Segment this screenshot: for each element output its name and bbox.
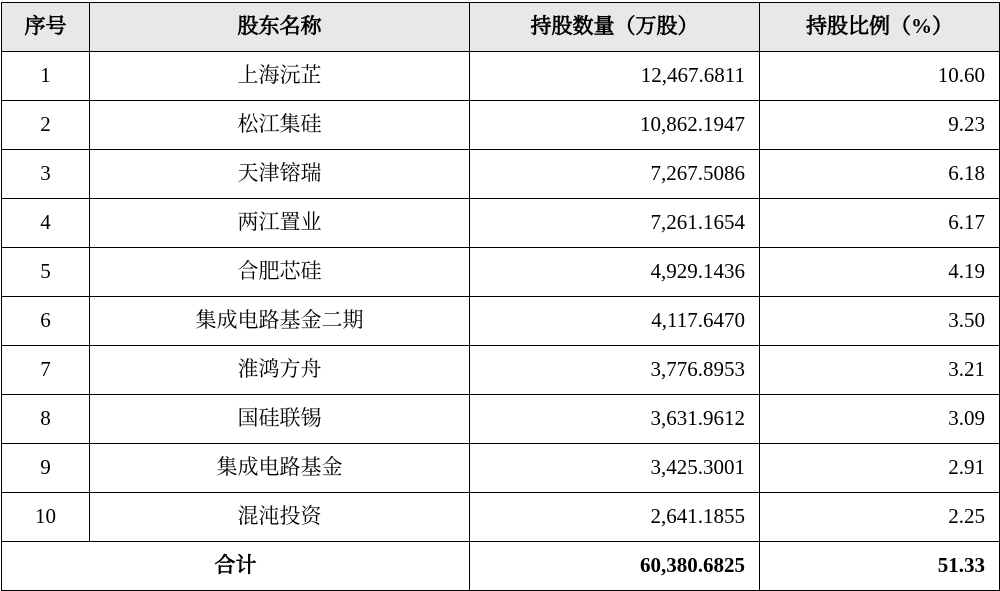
- cell-quantity: 4,117.6470: [470, 297, 760, 346]
- cell-percent: 9.23: [760, 101, 1000, 150]
- table-total-row: [2, 542, 1000, 591]
- column-header-percent: 持股比例（%）: [760, 3, 1000, 52]
- cell-index: 10: [2, 493, 90, 542]
- table-row: [2, 199, 1000, 248]
- table-row: [2, 395, 1000, 444]
- table-body: [2, 52, 1000, 591]
- cell-total-label: 合计: [2, 542, 470, 591]
- cell-percent: 3.09: [760, 395, 1000, 444]
- cell-percent: 10.60: [760, 52, 1000, 101]
- cell-quantity: 3,776.8953: [470, 346, 760, 395]
- table-row: [2, 101, 1000, 150]
- cell-name: 上海沅芷: [90, 52, 470, 101]
- column-header-quantity: 持股数量（万股）: [470, 3, 760, 52]
- cell-quantity: 10,862.1947: [470, 101, 760, 150]
- cell-index: 9: [2, 444, 90, 493]
- cell-quantity: 4,929.1436: [470, 248, 760, 297]
- cell-percent: 2.91: [760, 444, 1000, 493]
- table-row: [2, 52, 1000, 101]
- cell-quantity: 12,467.6811: [470, 52, 760, 101]
- cell-quantity: 7,261.1654: [470, 199, 760, 248]
- cell-index: 8: [2, 395, 90, 444]
- cell-percent: 4.19: [760, 248, 1000, 297]
- cell-name: 集成电路基金: [90, 444, 470, 493]
- table-row: [2, 346, 1000, 395]
- cell-index: 3: [2, 150, 90, 199]
- cell-quantity: 3,631.9612: [470, 395, 760, 444]
- cell-percent: 2.25: [760, 493, 1000, 542]
- cell-name: 松江集硅: [90, 101, 470, 150]
- cell-name: 混沌投资: [90, 493, 470, 542]
- cell-name: 天津镕瑞: [90, 150, 470, 199]
- cell-index: 5: [2, 248, 90, 297]
- cell-name: 国硅联锡: [90, 395, 470, 444]
- cell-total-quantity: 60,380.6825: [470, 542, 760, 591]
- shareholders-table: [1, 2, 1000, 591]
- table-row: [2, 150, 1000, 199]
- cell-index: 7: [2, 346, 90, 395]
- column-header-index: 序号: [2, 3, 90, 52]
- cell-percent: 3.50: [760, 297, 1000, 346]
- cell-percent: 3.21: [760, 346, 1000, 395]
- cell-name: 淮鸿方舟: [90, 346, 470, 395]
- cell-quantity: 3,425.3001: [470, 444, 760, 493]
- table-header: [2, 3, 1000, 52]
- cell-percent: 6.17: [760, 199, 1000, 248]
- cell-index: 4: [2, 199, 90, 248]
- cell-name: 合肥芯硅: [90, 248, 470, 297]
- header-row: [2, 3, 1000, 52]
- cell-index: 6: [2, 297, 90, 346]
- cell-index: 2: [2, 101, 90, 150]
- column-header-name: 股东名称: [90, 3, 470, 52]
- cell-quantity: 7,267.5086: [470, 150, 760, 199]
- cell-total-percent: 51.33: [760, 542, 1000, 591]
- cell-quantity: 2,641.1855: [470, 493, 760, 542]
- cell-name: 集成电路基金二期: [90, 297, 470, 346]
- table-row: [2, 493, 1000, 542]
- table-row: [2, 444, 1000, 493]
- cell-index: 1: [2, 52, 90, 101]
- cell-percent: 6.18: [760, 150, 1000, 199]
- cell-name: 两江置业: [90, 199, 470, 248]
- table-row: [2, 248, 1000, 297]
- table-row: [2, 297, 1000, 346]
